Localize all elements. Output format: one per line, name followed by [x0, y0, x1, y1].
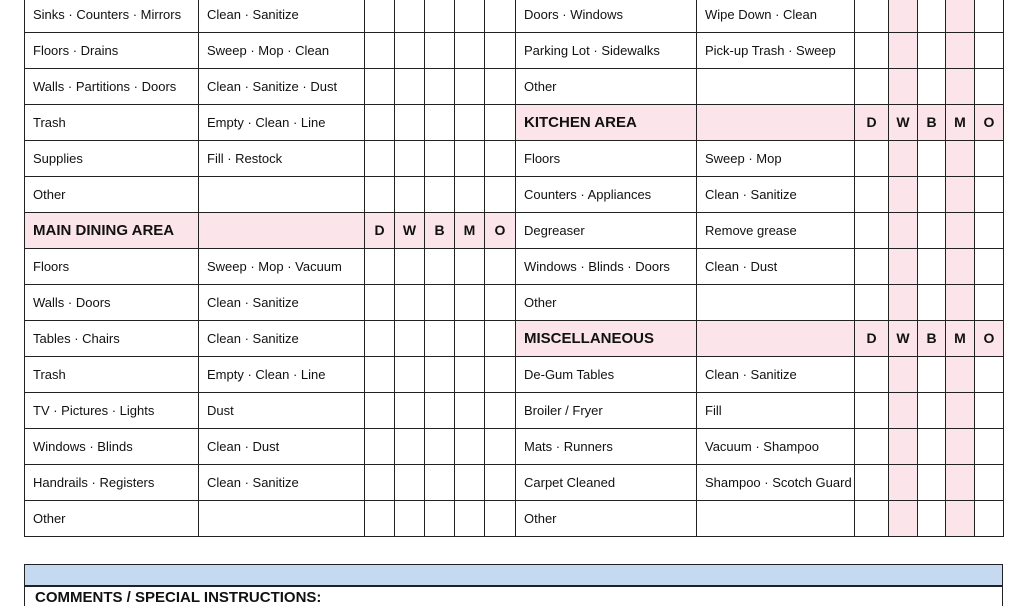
checkbox-cell[interactable] — [365, 69, 395, 105]
section-header-row — [25, 213, 516, 249]
checkbox-cell[interactable] — [365, 429, 395, 465]
checkbox-cell[interactable] — [975, 429, 1004, 465]
checkbox-cell[interactable] — [455, 141, 485, 177]
frequency-header: D — [855, 321, 889, 357]
table-row — [25, 249, 516, 285]
task-cell: Sweep · Mop · Clean — [199, 33, 365, 69]
task-cell: Clean · Sanitize · Dust — [199, 69, 365, 105]
checkbox-cell[interactable] — [855, 177, 889, 213]
checkbox-cell[interactable] — [395, 141, 425, 177]
checkbox-cell[interactable] — [946, 501, 975, 537]
checkbox-cell[interactable] — [455, 393, 485, 429]
checkbox-cell[interactable] — [946, 141, 975, 177]
frequency-header: W — [889, 105, 918, 141]
item-cell: Other — [516, 69, 697, 105]
checkbox-cell[interactable] — [425, 393, 455, 429]
table-row — [516, 501, 1004, 537]
checkbox-cell[interactable] — [918, 465, 946, 501]
checkbox-cell[interactable] — [889, 177, 918, 213]
section-spacer — [697, 105, 855, 141]
table-row — [516, 33, 1004, 69]
table-row — [25, 105, 516, 141]
checkbox-cell[interactable] — [889, 0, 918, 33]
table-row — [516, 357, 1004, 393]
checkbox-cell[interactable] — [855, 33, 889, 69]
checkbox-cell[interactable] — [455, 285, 485, 321]
checkbox-cell[interactable] — [975, 69, 1004, 105]
checkbox-cell[interactable] — [946, 177, 975, 213]
task-cell: Clean · Sanitize — [199, 0, 365, 33]
table-row — [516, 249, 1004, 285]
checkbox-cell[interactable] — [855, 213, 889, 249]
checkbox-cell[interactable] — [855, 0, 889, 33]
checkbox-cell[interactable] — [485, 429, 516, 465]
checkbox-cell[interactable] — [365, 177, 395, 213]
checkbox-cell[interactable] — [855, 249, 889, 285]
item-cell: Doors · Windows — [516, 0, 697, 33]
checkbox-cell[interactable] — [918, 141, 946, 177]
section-header-row — [516, 321, 1004, 357]
checkbox-cell[interactable] — [425, 141, 455, 177]
checkbox-cell[interactable] — [889, 429, 918, 465]
checkbox-cell[interactable] — [425, 357, 455, 393]
left-checklist-table — [24, 0, 516, 537]
table-row — [25, 33, 516, 69]
item-cell: Floors — [25, 249, 199, 285]
checkbox-cell[interactable] — [918, 69, 946, 105]
checkbox-cell[interactable] — [455, 105, 485, 141]
checkbox-cell[interactable] — [425, 465, 455, 501]
checkbox-cell[interactable] — [946, 33, 975, 69]
checkbox-cell[interactable] — [485, 285, 516, 321]
checkbox-cell[interactable] — [485, 141, 516, 177]
item-cell: Broiler / Fryer — [516, 393, 697, 429]
checkbox-cell[interactable] — [855, 141, 889, 177]
item-cell: Floors — [516, 141, 697, 177]
checkbox-cell[interactable] — [889, 213, 918, 249]
checkbox-cell[interactable] — [975, 465, 1004, 501]
checkbox-cell[interactable] — [425, 321, 455, 357]
frequency-header: D — [855, 105, 889, 141]
checkbox-cell[interactable] — [425, 33, 455, 69]
task-cell: Sweep · Mop — [697, 141, 855, 177]
checkbox-cell[interactable] — [918, 357, 946, 393]
checkbox-cell[interactable] — [975, 177, 1004, 213]
checkbox-cell[interactable] — [365, 501, 395, 537]
task-cell: Clean · Sanitize — [199, 321, 365, 357]
task-cell: Sweep · Mop · Vacuum — [199, 249, 365, 285]
task-cell: Empty · Clean · Line — [199, 105, 365, 141]
checkbox-cell[interactable] — [918, 249, 946, 285]
checkbox-cell[interactable] — [455, 69, 485, 105]
checkbox-cell[interactable] — [455, 429, 485, 465]
task-cell: Clean · Sanitize — [697, 357, 855, 393]
checkbox-cell[interactable] — [395, 249, 425, 285]
table-row — [25, 393, 516, 429]
checkbox-cell[interactable] — [485, 0, 516, 33]
checkbox-cell[interactable] — [395, 105, 425, 141]
checkbox-cell[interactable] — [918, 393, 946, 429]
frequency-header: W — [395, 213, 425, 249]
checkbox-cell[interactable] — [889, 141, 918, 177]
comments-label: COMMENTS / SPECIAL INSTRUCTIONS: — [24, 586, 1003, 606]
table-row — [25, 285, 516, 321]
table-row — [25, 357, 516, 393]
checkbox-cell[interactable] — [918, 213, 946, 249]
checkbox-cell[interactable] — [395, 465, 425, 501]
checkbox-cell[interactable] — [855, 69, 889, 105]
item-cell: Degreaser — [516, 213, 697, 249]
item-cell: Mats · Runners — [516, 429, 697, 465]
item-cell: De-Gum Tables — [516, 357, 697, 393]
checkbox-cell[interactable] — [946, 249, 975, 285]
checkbox-cell[interactable] — [425, 429, 455, 465]
task-cell — [199, 177, 365, 213]
checkbox-cell[interactable] — [395, 393, 425, 429]
checkbox-cell[interactable] — [975, 357, 1004, 393]
checkbox-cell[interactable] — [889, 357, 918, 393]
table-row — [516, 141, 1004, 177]
section-spacer — [199, 213, 365, 249]
task-cell — [697, 69, 855, 105]
checkbox-cell[interactable] — [485, 357, 516, 393]
item-cell: Walls · Doors — [25, 285, 199, 321]
section-header-row — [516, 105, 1004, 141]
frequency-header: M — [946, 105, 975, 141]
item-cell: Carpet Cleaned — [516, 465, 697, 501]
frequency-header: B — [918, 105, 946, 141]
item-cell: Floors · Drains — [25, 33, 199, 69]
item-cell: Other — [516, 501, 697, 537]
checkbox-cell[interactable] — [946, 393, 975, 429]
checkbox-cell[interactable] — [889, 393, 918, 429]
checkbox-cell[interactable] — [946, 285, 975, 321]
checkbox-cell[interactable] — [889, 249, 918, 285]
table-row — [25, 321, 516, 357]
task-cell: Shampoo · Scotch Guard — [697, 465, 855, 501]
checkbox-cell[interactable] — [455, 249, 485, 285]
checkbox-cell[interactable] — [425, 249, 455, 285]
checkbox-cell[interactable] — [485, 69, 516, 105]
checkbox-cell[interactable] — [485, 33, 516, 69]
item-cell: Handrails · Registers — [25, 465, 199, 501]
checkbox-cell[interactable] — [395, 501, 425, 537]
checkbox-cell[interactable] — [485, 501, 516, 537]
checkbox-cell[interactable] — [455, 357, 485, 393]
checkbox-cell[interactable] — [855, 285, 889, 321]
right-checklist-table — [515, 0, 1004, 537]
frequency-header: O — [975, 321, 1004, 357]
checkbox-cell[interactable] — [975, 0, 1004, 33]
table-row — [516, 393, 1004, 429]
checkbox-cell[interactable] — [975, 141, 1004, 177]
checkbox-cell[interactable] — [975, 213, 1004, 249]
table-row — [25, 501, 516, 537]
task-cell: Clean · Sanitize — [199, 465, 365, 501]
checkbox-cell[interactable] — [918, 285, 946, 321]
item-cell: TV · Pictures · Lights — [25, 393, 199, 429]
section-title: MISCELLANEOUS — [516, 321, 697, 357]
checkbox-cell[interactable] — [365, 357, 395, 393]
frequency-header: B — [425, 213, 455, 249]
task-cell: Dust — [199, 393, 365, 429]
item-cell: Other — [25, 501, 199, 537]
checkbox-cell[interactable] — [946, 69, 975, 105]
checkbox-cell[interactable] — [855, 357, 889, 393]
checkbox-cell[interactable] — [365, 105, 395, 141]
item-cell: Windows · Blinds · Doors — [516, 249, 697, 285]
checkbox-cell[interactable] — [365, 321, 395, 357]
checkbox-cell[interactable] — [946, 213, 975, 249]
checkbox-cell[interactable] — [395, 33, 425, 69]
checkbox-cell[interactable] — [855, 465, 889, 501]
task-cell: Fill — [697, 393, 855, 429]
frequency-header: D — [365, 213, 395, 249]
task-cell: Clean · Sanitize — [697, 177, 855, 213]
frequency-header: M — [455, 213, 485, 249]
table-row — [25, 429, 516, 465]
table-row — [516, 465, 1004, 501]
section-spacer — [697, 321, 855, 357]
table-row — [516, 429, 1004, 465]
table-row — [25, 141, 516, 177]
task-cell: Vacuum · Shampoo — [697, 429, 855, 465]
checkbox-cell[interactable] — [455, 33, 485, 69]
task-cell: Clean · Dust — [697, 249, 855, 285]
task-cell: Fill · Restock — [199, 141, 365, 177]
task-cell: Wipe Down · Clean — [697, 0, 855, 33]
table-row — [25, 0, 516, 33]
table-row — [25, 69, 516, 105]
task-cell — [697, 285, 855, 321]
checkbox-cell[interactable] — [365, 285, 395, 321]
checkbox-cell[interactable] — [395, 285, 425, 321]
checkbox-cell[interactable] — [918, 33, 946, 69]
item-cell: Counters · Appliances — [516, 177, 697, 213]
table-row — [516, 69, 1004, 105]
checkbox-cell[interactable] — [425, 177, 455, 213]
checkbox-cell[interactable] — [485, 465, 516, 501]
item-cell: Tables · Chairs — [25, 321, 199, 357]
checkbox-cell[interactable] — [855, 501, 889, 537]
item-cell: Supplies — [25, 141, 199, 177]
item-cell: Sinks · Counters · Mirrors — [25, 0, 199, 33]
checkbox-cell[interactable] — [455, 0, 485, 33]
frequency-header: O — [485, 213, 516, 249]
checkbox-cell[interactable] — [975, 393, 1004, 429]
task-cell: Clean · Sanitize — [199, 285, 365, 321]
task-cell — [199, 501, 365, 537]
section-title: MAIN DINING AREA — [25, 213, 199, 249]
checkbox-cell[interactable] — [946, 429, 975, 465]
checkbox-cell[interactable] — [918, 177, 946, 213]
section-title: KITCHEN AREA — [516, 105, 697, 141]
checkbox-cell[interactable] — [395, 177, 425, 213]
checkbox-cell[interactable] — [425, 0, 455, 33]
frequency-header: M — [946, 321, 975, 357]
item-cell: Parking Lot · Sidewalks — [516, 33, 697, 69]
frequency-header: O — [975, 105, 1004, 141]
checkbox-cell[interactable] — [365, 249, 395, 285]
checkbox-cell[interactable] — [889, 501, 918, 537]
checkbox-cell[interactable] — [975, 33, 1004, 69]
checkbox-cell[interactable] — [425, 69, 455, 105]
checkbox-cell[interactable] — [918, 429, 946, 465]
footer-band — [24, 564, 1003, 586]
checkbox-cell[interactable] — [395, 357, 425, 393]
checkbox-cell[interactable] — [485, 393, 516, 429]
checkbox-cell[interactable] — [425, 105, 455, 141]
checkbox-cell[interactable] — [485, 321, 516, 357]
checkbox-cell[interactable] — [365, 33, 395, 69]
checkbox-cell[interactable] — [485, 249, 516, 285]
checkbox-cell[interactable] — [425, 501, 455, 537]
task-cell: Clean · Dust — [199, 429, 365, 465]
checkbox-cell[interactable] — [455, 177, 485, 213]
checkbox-cell[interactable] — [946, 357, 975, 393]
checkbox-cell[interactable] — [889, 465, 918, 501]
task-cell — [697, 501, 855, 537]
checkbox-cell[interactable] — [975, 249, 1004, 285]
checkbox-cell[interactable] — [425, 285, 455, 321]
checkbox-cell[interactable] — [485, 177, 516, 213]
checkbox-cell[interactable] — [975, 285, 1004, 321]
checkbox-cell[interactable] — [365, 465, 395, 501]
frequency-header: W — [889, 321, 918, 357]
table-row — [516, 177, 1004, 213]
checkbox-cell[interactable] — [395, 69, 425, 105]
checkbox-cell[interactable] — [975, 501, 1004, 537]
table-row — [516, 285, 1004, 321]
item-cell: Walls · Partitions · Doors — [25, 69, 199, 105]
checkbox-cell[interactable] — [855, 429, 889, 465]
checkbox-cell[interactable] — [455, 321, 485, 357]
checkbox-cell[interactable] — [365, 393, 395, 429]
checkbox-cell[interactable] — [889, 285, 918, 321]
frequency-header: B — [918, 321, 946, 357]
item-cell: Other — [516, 285, 697, 321]
checkbox-cell[interactable] — [485, 105, 516, 141]
checkbox-cell[interactable] — [455, 501, 485, 537]
checkbox-cell[interactable] — [395, 429, 425, 465]
checkbox-cell[interactable] — [365, 141, 395, 177]
task-cell: Empty · Clean · Line — [199, 357, 365, 393]
checkbox-cell[interactable] — [455, 465, 485, 501]
table-row — [516, 213, 1004, 249]
table-row — [516, 0, 1004, 33]
checkbox-cell[interactable] — [918, 0, 946, 33]
checkbox-cell[interactable] — [946, 465, 975, 501]
checkbox-cell[interactable] — [918, 501, 946, 537]
checkbox-cell[interactable] — [395, 0, 425, 33]
item-cell: Windows · Blinds — [25, 429, 199, 465]
checkbox-cell[interactable] — [889, 69, 918, 105]
table-row — [25, 465, 516, 501]
task-cell: Pick-up Trash · Sweep — [697, 33, 855, 69]
item-cell: Other — [25, 177, 199, 213]
checkbox-cell[interactable] — [889, 33, 918, 69]
task-cell: Remove grease — [697, 213, 855, 249]
table-row — [25, 177, 516, 213]
checkbox-cell[interactable] — [946, 0, 975, 33]
checkbox-cell[interactable] — [395, 321, 425, 357]
item-cell: Trash — [25, 105, 199, 141]
checkbox-cell[interactable] — [365, 0, 395, 33]
item-cell: Trash — [25, 357, 199, 393]
checkbox-cell[interactable] — [855, 393, 889, 429]
